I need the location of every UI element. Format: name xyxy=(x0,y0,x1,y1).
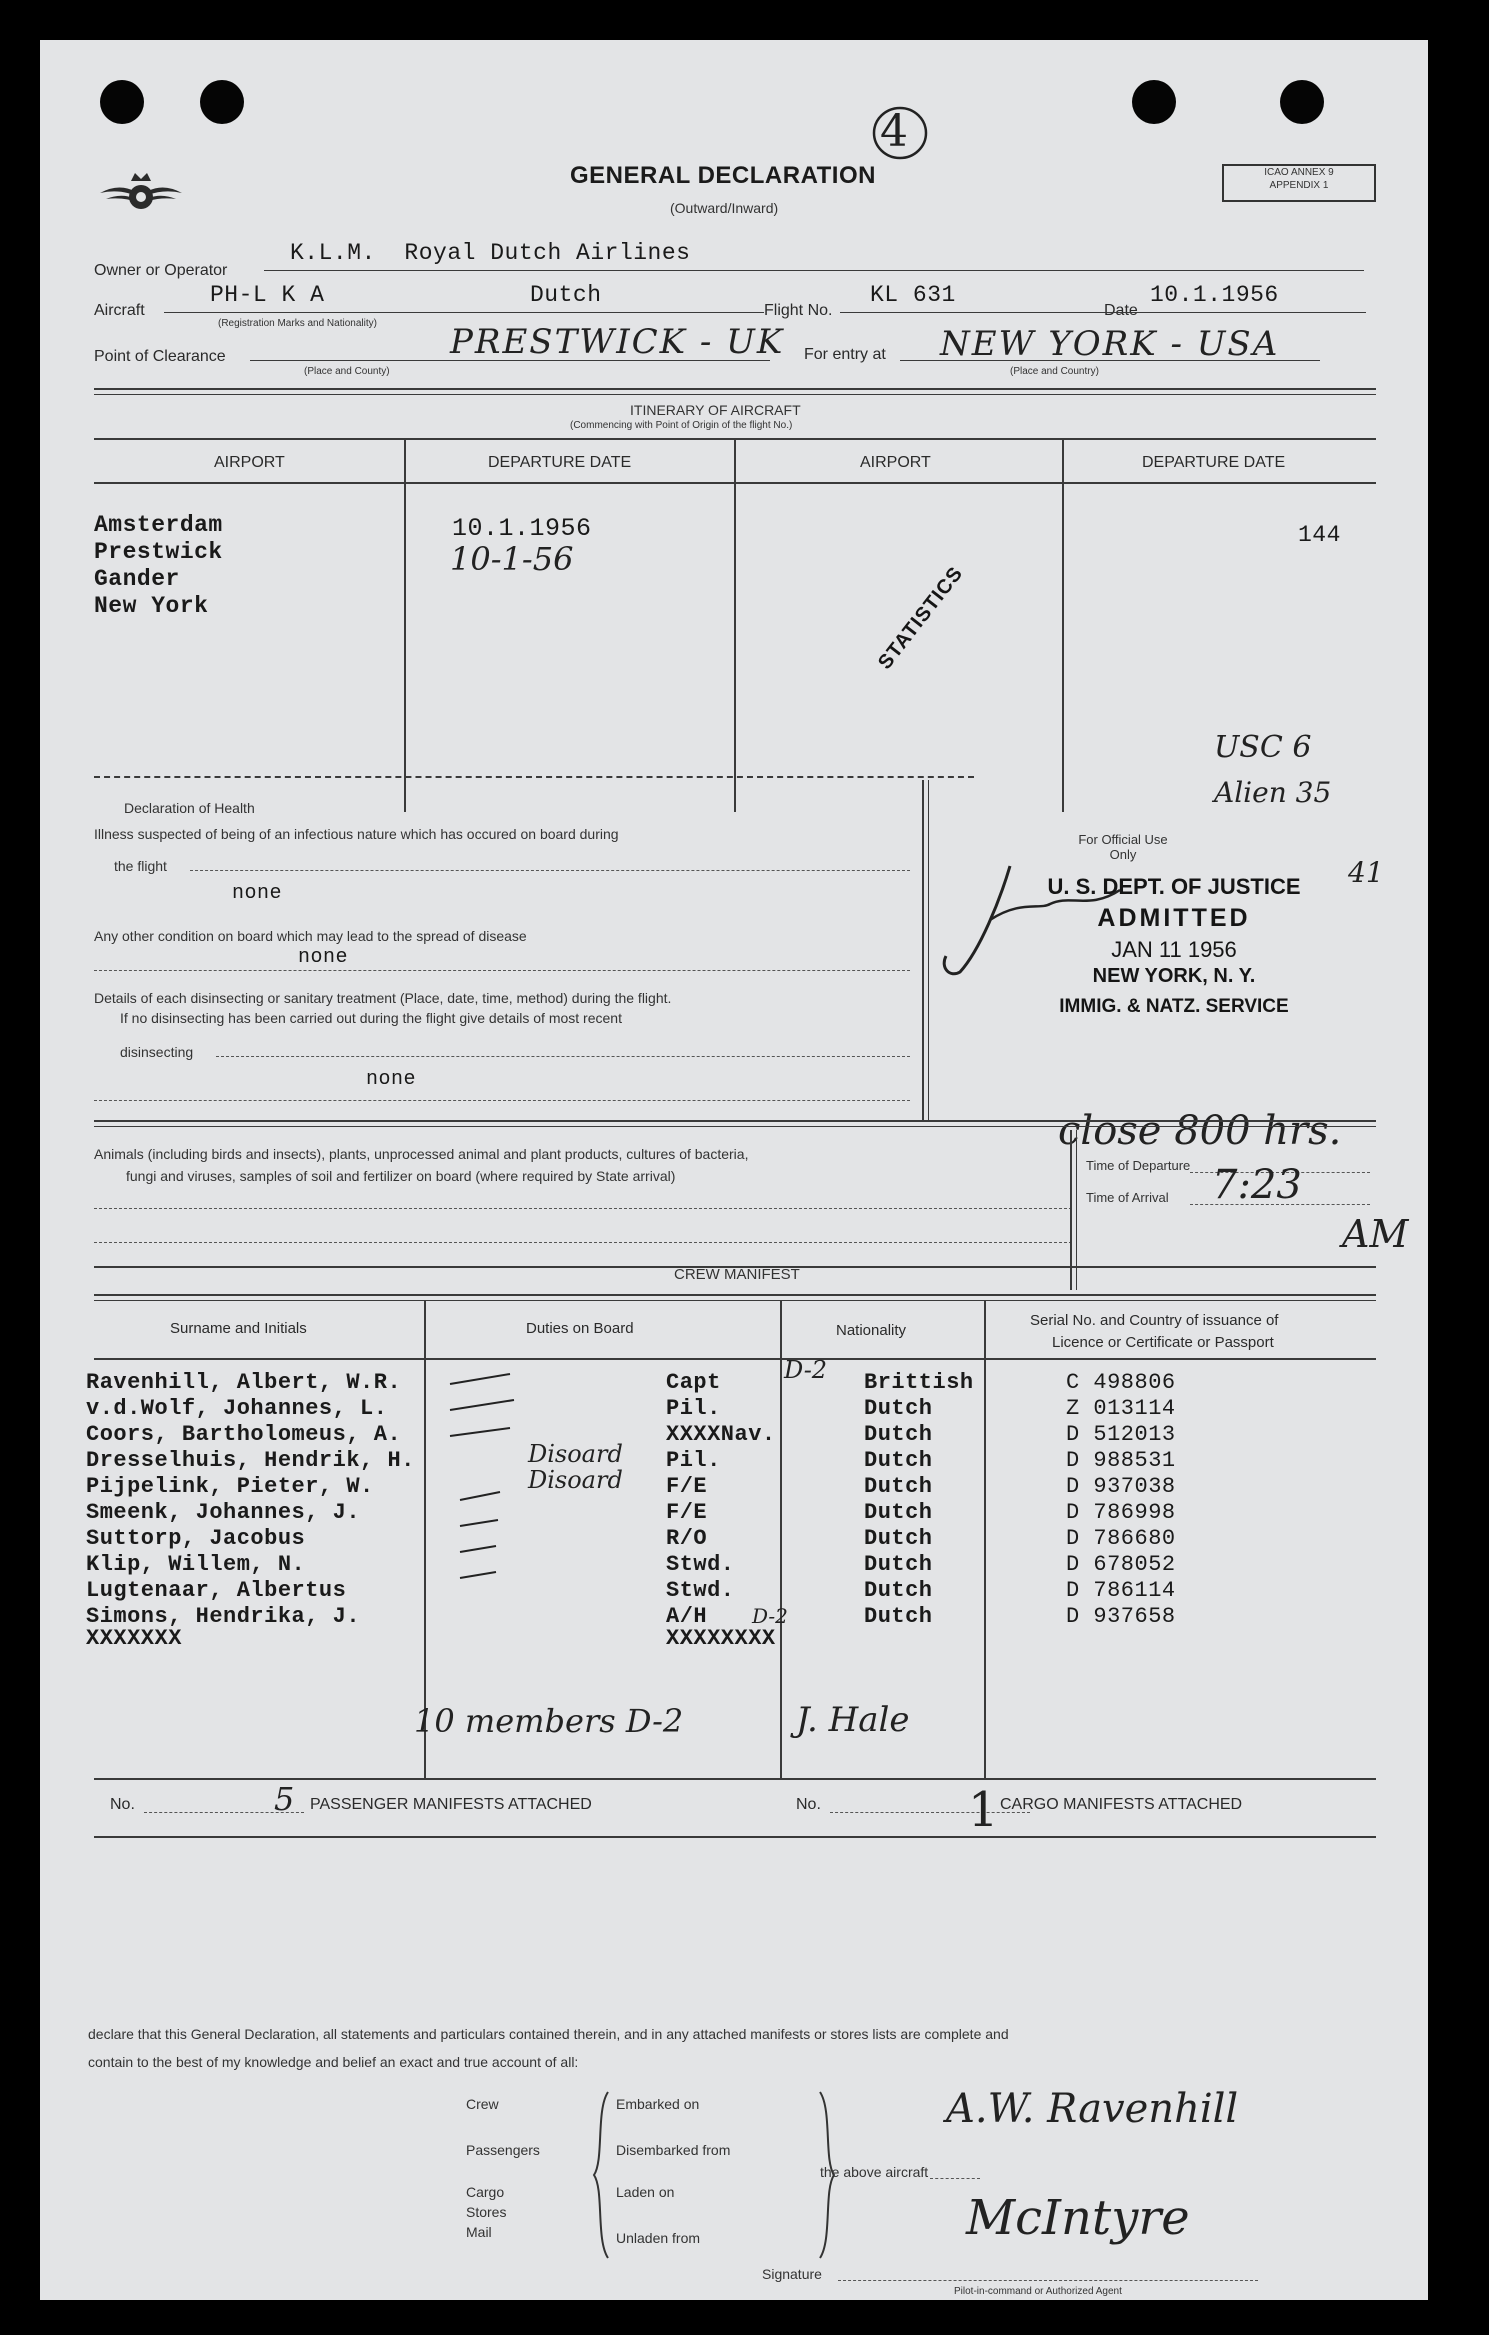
crew-nationality: Dutch xyxy=(864,1578,933,1603)
klm-crown-logo-icon xyxy=(98,165,184,221)
crew-header-duties: Duties on Board xyxy=(526,1320,634,1337)
pilot-label: Pilot-in-command or Authorized Agent xyxy=(954,2286,1122,2297)
departure-time-label: Time of Departure xyxy=(1086,1158,1191,1173)
crew-nationality: Dutch xyxy=(864,1422,933,1447)
owner-label: Owner or Operator xyxy=(94,262,228,279)
cargo-no-label: No. xyxy=(796,1796,821,1813)
item-cargo: Cargo xyxy=(466,2184,505,2200)
item-embarked: Embarked on xyxy=(616,2096,700,2112)
item-unladen: Unladen from xyxy=(616,2230,701,2246)
health-q2: Any other condition on board which may lead to the spread of disease xyxy=(94,928,527,944)
itinerary-number: 144 xyxy=(1298,522,1341,548)
annex-box xyxy=(1222,164,1376,202)
table-row xyxy=(86,1396,1386,1422)
cargo-manifests-text: CARGO MANIFESTS ATTACHED xyxy=(1000,1796,1243,1813)
stamp-line-4: NEW YORK, N. Y. xyxy=(1092,965,1256,987)
crew-serial: D 678052 xyxy=(1066,1552,1176,1577)
health-q1b: the flight xyxy=(114,858,167,874)
item-passengers: Passengers xyxy=(466,2142,540,2158)
passenger-no-label: No. xyxy=(110,1796,135,1813)
crew-duty: F/E xyxy=(666,1474,708,1499)
annex-line-1: ICAO ANNEX 9 xyxy=(1264,167,1334,178)
crew-members-note: 10 members D-2 xyxy=(414,1702,684,1740)
struck-name: XXXXXXX xyxy=(86,1626,182,1651)
itinerary-header-date-1: DEPARTURE DATE xyxy=(488,454,632,471)
crew-annotation-d2-2: D-2 xyxy=(752,1604,788,1628)
crew-nationality: Dutch xyxy=(864,1526,933,1551)
official-initials-icon xyxy=(920,860,1150,980)
crew-header-serial: Serial No. and Country of issuance of xyxy=(1030,1312,1279,1329)
date-label: Date xyxy=(1104,302,1138,319)
punch-hole-icon xyxy=(1132,80,1176,124)
annex-line-2: APPENDIX 1 xyxy=(1269,180,1329,191)
crew-nationality: Dutch xyxy=(864,1448,933,1473)
punch-hole-icon xyxy=(100,80,144,124)
declaration-left-items xyxy=(466,2094,540,2242)
signature-label: Signature xyxy=(762,2266,822,2282)
crew-duty: Pil. xyxy=(666,1396,721,1421)
health-a1: none xyxy=(232,882,283,905)
crew-nationality: Brittish xyxy=(864,1370,974,1395)
crew-serial: C 498806 xyxy=(1066,1370,1176,1395)
flight-no-value: KL 631 xyxy=(870,282,956,308)
official-title: For Official Use Only xyxy=(1078,832,1168,862)
date-value: 10.1.1956 xyxy=(1150,282,1279,308)
nationality-value: Dutch xyxy=(530,282,602,308)
item-laden: Laden on xyxy=(616,2184,675,2200)
crew-nationality: Dutch xyxy=(864,1474,933,1499)
crew-name: Coors, Bartholomeus, A. xyxy=(86,1422,402,1447)
crew-serial: D 988531 xyxy=(1066,1448,1176,1473)
declaration-right-items xyxy=(616,2094,730,2248)
health-q3c: disinsecting xyxy=(120,1044,194,1060)
crew-signature-note: J. Hale xyxy=(796,1700,910,1740)
crew-duty: A/H xyxy=(666,1604,708,1629)
health-q3b: If no disinsecting has been carried out during the flight give details of most recent xyxy=(120,1010,622,1026)
crew-duty: Stwd. xyxy=(666,1552,735,1577)
passenger-count: 5 xyxy=(274,1780,295,1818)
crew-name: Suttorp, Jacobus xyxy=(86,1526,306,1551)
crew-serial: D 786114 xyxy=(1066,1578,1176,1603)
crew-annotation-disoard-1: Disoard xyxy=(528,1440,623,1468)
item-disembarked: Disembarked from xyxy=(616,2142,731,2158)
place-country-caption-2: (Place and Country) xyxy=(1010,366,1099,377)
stamp-line-2: ADMITTED xyxy=(1097,904,1251,932)
crew-name: Ravenhill, Albert, W.R. xyxy=(86,1370,402,1395)
for-entry-label: For entry at xyxy=(804,346,886,363)
health-a3: none xyxy=(366,1068,417,1091)
struck-duty: XXXXXXXX xyxy=(666,1626,776,1651)
signature-mcintyre: McIntyre xyxy=(966,2190,1190,2246)
crew-annotation-disoard-2: Disoard xyxy=(528,1466,623,1494)
crew-duty: Pil. xyxy=(666,1448,721,1473)
declaration-text-1: declare that this General Declaration, all statements and particulars contained therein, and in any attached manifests or stores lists are complete and xyxy=(88,2026,1009,2042)
crew-name: Lugtenaar, Albertus xyxy=(86,1578,347,1603)
crew-serial: D 937658 xyxy=(1066,1604,1176,1629)
crew-serial: Z 013114 xyxy=(1066,1396,1176,1421)
health-a2: none xyxy=(298,946,349,969)
stamp-line-1: U. S. DEPT. OF JUSTICE xyxy=(1047,874,1301,899)
crew-header-name: Surname and Initials xyxy=(170,1320,307,1337)
declaration-text-2: contain to the best of my knowledge and belief an exact and true account of all: xyxy=(88,2054,579,2070)
crew-title: CREW MANIFEST xyxy=(674,1266,800,1283)
departure-date-2: 10-1-56 xyxy=(450,540,574,578)
crew-tick-marks-icon xyxy=(440,1370,550,1610)
crew-duty: F/E xyxy=(666,1500,708,1525)
official-note-3: 41 xyxy=(1348,856,1384,889)
table-row xyxy=(86,1474,1386,1500)
page-number: 4 xyxy=(880,106,908,157)
item-stores: Stores xyxy=(466,2204,507,2220)
form-subtitle: (Outward/Inward) xyxy=(670,200,779,216)
left-brace-icon xyxy=(590,2090,612,2260)
itinerary-header-airport-2: AIRPORT xyxy=(860,454,931,471)
itinerary-subtitle: (Commencing with Point of Origin of the flight No.) xyxy=(570,420,793,431)
itinerary-header-airport-1: AIRPORT xyxy=(214,454,285,471)
arrival-time-value: 7:23 xyxy=(1212,1162,1302,1208)
animals-text-2: fungi and viruses, samples of soil and fertilizer on board (where required by State arrival) xyxy=(126,1168,676,1184)
point-clearance-value: PRESTWICK - UK xyxy=(450,322,785,362)
crew-annotation-d2-1: D-2 xyxy=(784,1356,828,1384)
airport-4: New York xyxy=(94,593,209,619)
item-crew: Crew xyxy=(466,2096,499,2112)
crew-duty: R/O xyxy=(666,1526,708,1551)
item-mail: Mail xyxy=(466,2224,492,2240)
table-row xyxy=(86,1552,1386,1578)
table-row-struck xyxy=(86,1626,1386,1652)
official-note-2: Alien 35 xyxy=(1214,776,1332,809)
itinerary-title: ITINERARY OF AIRCRAFT xyxy=(630,402,801,418)
passenger-manifests-text: PASSENGER MANIFESTS ATTACHED xyxy=(310,1796,592,1813)
table-row xyxy=(86,1422,1386,1448)
stamp-line-5: IMMIG. & NATZ. SERVICE xyxy=(1059,996,1289,1017)
official-note-1: USC 6 xyxy=(1214,730,1312,765)
registration-caption: (Registration Marks and Nationality) xyxy=(218,318,377,329)
crew-duty: Capt xyxy=(666,1370,721,1395)
point-clearance-label: Point of Clearance xyxy=(94,348,226,365)
punch-hole-icon xyxy=(200,80,244,124)
aircraft-label: Aircraft xyxy=(94,302,145,319)
entry-at-value: NEW YORK - USA xyxy=(940,324,1280,364)
airport-2: Prestwick xyxy=(94,539,223,565)
health-q3: Details of each disinsecting or sanitary treatment (Place, date, time, method) during the flight. xyxy=(94,990,672,1006)
crew-nationality: Dutch xyxy=(864,1604,933,1629)
crew-nationality: Dutch xyxy=(864,1552,933,1577)
punch-hole-icon xyxy=(1280,80,1324,124)
itinerary-airports xyxy=(94,512,223,620)
owner-value: K.L.M. Royal Dutch Airlines xyxy=(290,240,691,266)
crew-serial: D 786680 xyxy=(1066,1526,1176,1551)
official-close-note: close 800 hrs. xyxy=(1058,1108,1342,1154)
crew-name: v.d.Wolf, Johannes, L. xyxy=(86,1396,388,1421)
airport-3: Gander xyxy=(94,566,180,592)
airport-1: Amsterdam xyxy=(94,512,223,538)
crew-duty: XXXXNav. xyxy=(666,1422,776,1447)
above-aircraft-text: the above aircraft xyxy=(820,2164,929,2180)
health-q1: Illness suspected of being of an infectious nature which has occured on board during xyxy=(94,826,619,842)
registration-value: PH-L K A xyxy=(210,282,325,308)
itinerary-header-date-2: DEPARTURE DATE xyxy=(1142,454,1286,471)
crew-header-nationality: Nationality xyxy=(836,1322,907,1339)
table-row xyxy=(86,1500,1386,1526)
crew-serial: D 937038 xyxy=(1066,1474,1176,1499)
place-country-caption: (Place and County) xyxy=(304,366,390,377)
page-number-circle-icon xyxy=(868,102,932,164)
animals-text-1: Animals (including birds and insects), plants, unprocessed animal and plant products, cultures of bacteria, xyxy=(94,1146,749,1162)
table-row xyxy=(86,1448,1386,1474)
cargo-count: 1 xyxy=(968,1782,999,1838)
crew-nationality: Dutch xyxy=(864,1396,933,1421)
table-row xyxy=(86,1526,1386,1552)
declaration-sheet xyxy=(40,40,1428,2300)
crew-name: Simons, Hendrika, J. xyxy=(86,1604,361,1629)
table-row xyxy=(86,1578,1386,1604)
crew-header-licence: Licence or Certificate or Passport xyxy=(1052,1334,1274,1351)
crew-serial: D 512013 xyxy=(1066,1422,1176,1447)
health-title: Declaration of Health xyxy=(124,800,255,816)
flight-no-label: Flight No. xyxy=(764,302,833,319)
crew-serial: D 786998 xyxy=(1066,1500,1176,1525)
departure-date-1: 10.1.1956 xyxy=(452,514,592,543)
signature-ravenhill: A.W. Ravenhill xyxy=(946,2086,1239,2132)
crew-name: Smeenk, Johannes, J. xyxy=(86,1500,361,1525)
crew-nationality: Dutch xyxy=(864,1500,933,1525)
am-note: AM xyxy=(1342,1212,1409,1256)
form-title: GENERAL DECLARATION xyxy=(570,162,876,189)
crew-name: Dresselhuis, Hendrik, H. xyxy=(86,1448,415,1473)
crew-name: Pijpelink, Pieter, W. xyxy=(86,1474,374,1499)
table-row xyxy=(86,1370,1386,1396)
stamp-line-3: JAN 11 1956 xyxy=(1111,937,1237,962)
crew-duty: Stwd. xyxy=(666,1578,735,1603)
crew-name: Klip, Willem, N. xyxy=(86,1552,306,1577)
arrival-time-label: Time of Arrival xyxy=(1086,1190,1169,1205)
statistics-stamp: STATISTICS xyxy=(874,562,968,674)
